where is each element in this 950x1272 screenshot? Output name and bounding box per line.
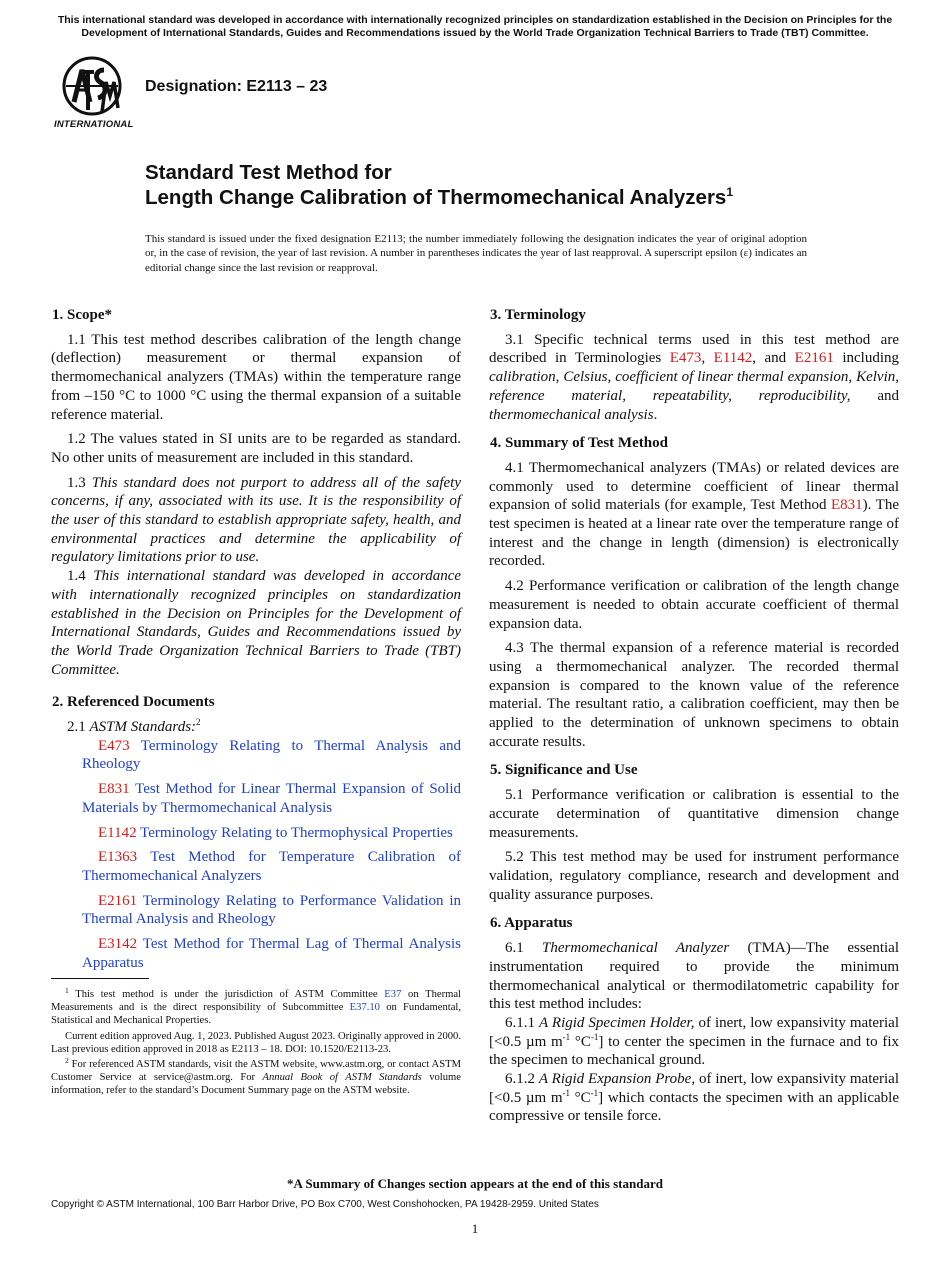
- summary-of-changes-note: *A Summary of Changes section appears at the end of this standard: [287, 1176, 663, 1191]
- para-4-2: 4.2 Performance verification or calibration of the length change measurement is needed to obtain accurate coefficient of thermal expansion data.: [489, 578, 899, 632]
- title-line-1: Standard Test Method for: [145, 161, 392, 184]
- link-e1142[interactable]: E1142: [713, 350, 753, 367]
- para-6-1: 6.1 Thermomechanical Analyzer (TMA)—The essential instrumentation required to provide the minimum thermomechanical analytical or thermodilatometric capability for this test method includes:: [489, 940, 900, 1013]
- link-e831[interactable]: E831: [830, 497, 863, 514]
- copyright: Copyright © ASTM International, 100 Barr Harbor Drive, PO Box C700, West Conshohocken, PA 19428-2959. United States: [51, 1199, 599, 1210]
- para-2-1: 2.1 ASTM Standards:$^2$: [67, 717, 201, 736]
- link-e37[interactable]: E37: [384, 989, 402, 1000]
- ref-e2161[interactable]: E2161 Terminology Relating to Performance Validation in Thermal Analysis and Rheology: [82, 892, 461, 928]
- footnotes: [51, 988, 461, 1100]
- tbt-notice: This international standard was developed in accordance with internationally recognized principles on standardization established in the Decision on Principles for the Development of International Standards, Guides and Recommendations issued by the World Trade Organization Technical Barriers to Trade (TBT) Committee.: [57, 14, 893, 39]
- designation: Designation: E2113 – 23: [145, 78, 328, 95]
- section-heading-referenced-documents: 2. Referenced Documents: [52, 694, 215, 711]
- para-5-2: 5.2 This test method may be used for instrument performance validation, regulatory compliance, research and development and quality assurance purposes.: [489, 849, 899, 903]
- ref-e3142[interactable]: E3142 Test Method for Thermal Lag of Thermal Analysis Apparatus: [82, 936, 461, 971]
- para-6-1-1: 6.1.1 A Rigid Specimen Holder, of inert, low expansivity material [<0.5 µm $m^{-1}$ $^\circ C^{-1}$] to center the specimen in the furnace and to fix the specimen to mechanical ground.: [489, 1014, 900, 1069]
- para-1-4: 1.4 This international standard was developed in accordance with internationally recognized principles on standardization established in the Decision on Principles for the Development of International Standards, Guides and Recommendations issued by the World Trade Organization Technical Barriers to Trade (TBT) Committee.: [51, 568, 462, 678]
- right-column: [489, 306, 899, 1126]
- section-heading-summary: 4. Summary of Test Method: [490, 435, 668, 452]
- issue-note: This standard is issued under the fixed designation E2113; the number immediately following the designation indicates the year of original adoption or, in the case of revision, the year of last revision. A number in parentheses indicates the year of last reapproval. A superscript epsilon (ε) indicates an editorial change since the last revision or reapproval.: [145, 233, 807, 274]
- para-3-1: 3.1 Specific technical terms used in this test method are described in Terminologies E473, E1142, and E2161 including calibration, Celsius, coefficient of linear thermal expansion, Kelvin, reference material, repeatability, reproducibility, and thermomechanical analysis.: [489, 331, 899, 423]
- para-1-2: 1.2 The values stated in SI units are to be regarded as standard. No other units of measurement are included in this standard.: [51, 431, 461, 466]
- astm-logo: [52, 52, 136, 132]
- title-footnote-mark: 1: [726, 185, 734, 199]
- ref-e1363[interactable]: E1363 Test Method for Temperature Calibration of Thermomechanical Analyzers: [82, 849, 461, 884]
- logo-wordmark: INTERNATIONAL: [54, 119, 134, 130]
- section-heading-scope: 1. Scope*: [52, 307, 112, 323]
- footnote-2: $^2$ For referenced ASTM standards, visit the ASTM website, www.astm.org, or contact ASTM Customer Service at service@astm.org. For Annual Book of ASTM Standards volume information, refer to the standard’s Document Summary page on the ASTM website.: [51, 1056, 461, 1097]
- footnote-1-edition: Current edition approved Aug. 1, 2023. Published August 2023. Originally approved in 2000. Last previous edition approved in 2018 as E2113 – 18. DOI: 10.1520/E2113-23.: [51, 1030, 461, 1055]
- link-e2161[interactable]: E2161: [794, 350, 834, 367]
- para-6-1-2: 6.1.2 A Rigid Expansion Probe, of inert, low expansivity material [<0.5 µm $m^{-1}$ $^\circ C^{-1}$] which contacts the specimen with an applicable compressive or tensile force.: [489, 1071, 900, 1125]
- ref-e1142[interactable]: E1142 Terminology Relating to Thermophysical Properties: [98, 824, 453, 841]
- title-line-2: Length Change Calibration of Thermomechanical Analyzers$^1$: [145, 185, 734, 209]
- para-5-1: 5.1 Performance verification or calibration is essential to the accurate determination of quantitative dimension change measurements.: [489, 787, 899, 841]
- page-number: 1: [471, 1221, 479, 1236]
- ref-e473[interactable]: E473 Terminology Relating to Thermal Analysis and Rheology: [82, 737, 461, 773]
- footnote-1: $^1$ This test method is under the jurisdiction of ASTM Committee E37 on Thermal Measurements and is the direct responsibility of Subcommittee E37.10 on Fundamental, Statistical and Mechanical Properties.: [51, 986, 461, 1027]
- section-heading-significance: 5. Significance and Use: [490, 762, 638, 779]
- para-4-1: 4.1 Thermomechanical analyzers (TMAs) or related devices are commonly used to determine coefficient of linear thermal expansion of solid materials (for example, Test Method E831). The test specimen is heated at a linear rate over the temperature range of interest and the change in length (dimension) is electronically recorded.: [489, 459, 899, 570]
- footnote-divider: [51, 978, 149, 979]
- link-e37-10[interactable]: E37.10: [349, 1002, 380, 1014]
- para-1-3: 1.3 This standard does not purport to address all of the safety concerns, if any, associated with its use. It is the responsibility of the user of this standard to establish appropriate safety, health, and environmental practices and determine the applicability of regulatory limitations prior to use.: [51, 474, 462, 566]
- link-e473[interactable]: E473: [669, 350, 702, 367]
- ref-e831[interactable]: E831 Test Method for Linear Thermal Expansion of Solid Materials by Thermomechanical Analysis: [82, 781, 461, 816]
- para-1-1: 1.1 This test method describes calibration of the length change (deflection) measurement or thermal expansion of thermomechanical analyzers (TMAs) within the temperature range from –150 °C to 1000 °C using the thermal expansion of a suitable reference material.: [51, 331, 461, 423]
- section-heading-apparatus: 6. Apparatus: [490, 915, 573, 932]
- section-heading-terminology: 3. Terminology: [490, 307, 586, 323]
- para-4-3: 4.3 The thermal expansion of a reference material is recorded using a thermomechanical analyzer. The recorded thermal expansion is compared to the known value of the reference material. The resultant ratio, a calibration coefficient, may then be applied to the determination of unknown specimens to obtain accurate results.: [489, 640, 899, 750]
- document-title: [145, 160, 905, 213]
- left-column: [51, 306, 461, 979]
